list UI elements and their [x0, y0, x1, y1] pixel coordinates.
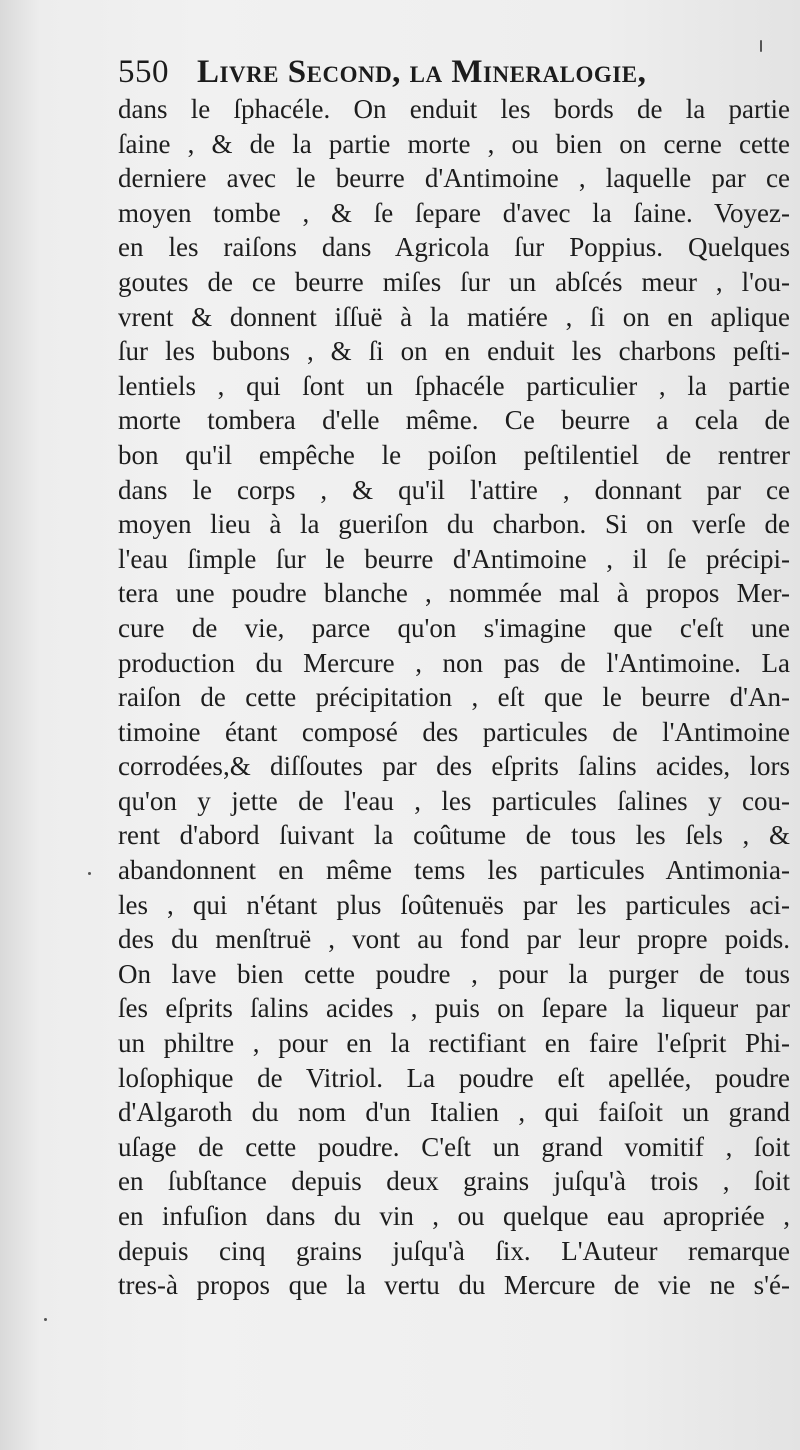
text-line: loſophique de Vitriol. La poudre eſt apellée, poudre — [118, 1062, 790, 1093]
text-line: timoine étant composé des particules de l'Antimoine — [118, 716, 790, 747]
text-line: d'Algaroth du nom d'un Italien , qui faiſoit un grand — [118, 1097, 790, 1128]
text-line: en les raiſons dans Agricola ſur Poppius. Quelques — [118, 232, 790, 263]
ink-speck — [88, 872, 91, 875]
text-line: derniere avec le beurre d'Antimoine , laquelle par ce — [118, 163, 790, 194]
text-line: en ſubſtance depuis deux grains juſqu'à trois , ſoit — [118, 1166, 790, 1197]
text-line: ſes eſprits ſalins acides , puis on ſepare la liqueur par — [118, 993, 790, 1024]
text-line: moyen tombe , & ſe ſepare d'avec la ſaine. Voyez- — [118, 197, 790, 228]
text-line: moyen lieu à la gueriſon du charbon. Si on verſe de — [118, 509, 790, 540]
text-line: qu'on y jette de l'eau , les particules ſalines y cou- — [118, 785, 790, 816]
text-line: uſage de cette poudre. C'eſt un grand vomitif , ſoit — [118, 1131, 790, 1162]
text-line: morte tombera d'elle même. Ce beurre a cela de — [118, 405, 790, 436]
text-line: en infuſion dans du vin , ou quelque eau apropriée , — [118, 1201, 790, 1231]
text-line: un philtre , pour en la rectifiant en faire l'eſprit Phi- — [118, 1028, 790, 1059]
text-line: ſaine , & de la partie morte , ou bien on cerne cette — [118, 128, 790, 159]
text-line: abandonnent en même tems les particules Antimonia- — [118, 855, 790, 886]
text-line: depuis cinq grains juſqu'à ſix. L'Auteur remarque — [118, 1235, 790, 1266]
text-line: dans le corps , & qu'il l'attire , donnant par ce — [118, 474, 790, 505]
ink-speck — [760, 40, 762, 52]
text-line: corrodées,& diſſoutes par des eſprits ſalins acides, lors — [118, 751, 790, 782]
text-line: les , qui n'étant plus ſoûtenuës par les particules aci- — [118, 889, 790, 920]
body-text — [118, 92, 790, 1303]
text-line: raiſon de cette précipitation , eſt que le beurre d'An- — [118, 682, 790, 713]
text-line: bon qu'il empêche le poiſon peſtilentiel de rentrer — [118, 439, 790, 470]
text-line: rent d'abord ſuivant la coûtume de tous les ſels , & — [118, 820, 790, 851]
text-line: lentiels , qui ſont un ſphacéle particulier , la partie — [118, 370, 790, 401]
text-line: dans le ſphacéle. On enduit les bords de la partie — [118, 94, 790, 124]
text-line: goutes de ce beurre miſes ſur un abſcés meur , l'ou- — [118, 266, 790, 297]
page-number: 550 — [118, 54, 169, 90]
text-line: vrent & donnent iſſuë à la matiére , ſi on en aplique — [118, 301, 790, 332]
text-line: des du menſtruë , vont au fond par leur propre poids. — [118, 924, 790, 955]
text-line: tres-à propos que la vertu du Mercure de vie ne s'é- — [118, 1270, 790, 1301]
text-line: cure de vie, parce qu'on s'imagine que c'eſt une — [118, 612, 790, 643]
text-line: production du Mercure , non pas de l'Antimoine. La — [118, 647, 790, 678]
text-line: On lave bien cette poudre , pour la purger de tous — [118, 958, 790, 989]
ink-speck — [44, 1318, 47, 1321]
running-title: Livre Second, la Mineralogie, — [197, 54, 647, 90]
text-line: l'eau ſimple ſur le beurre d'Antimoine , il ſe précipi- — [118, 543, 790, 574]
text-line: ſur les bubons , & ſi on en enduit les charbons peſti- — [118, 336, 790, 367]
text-line: tera une poudre blanche , nommée mal à propos Mer- — [118, 578, 790, 609]
